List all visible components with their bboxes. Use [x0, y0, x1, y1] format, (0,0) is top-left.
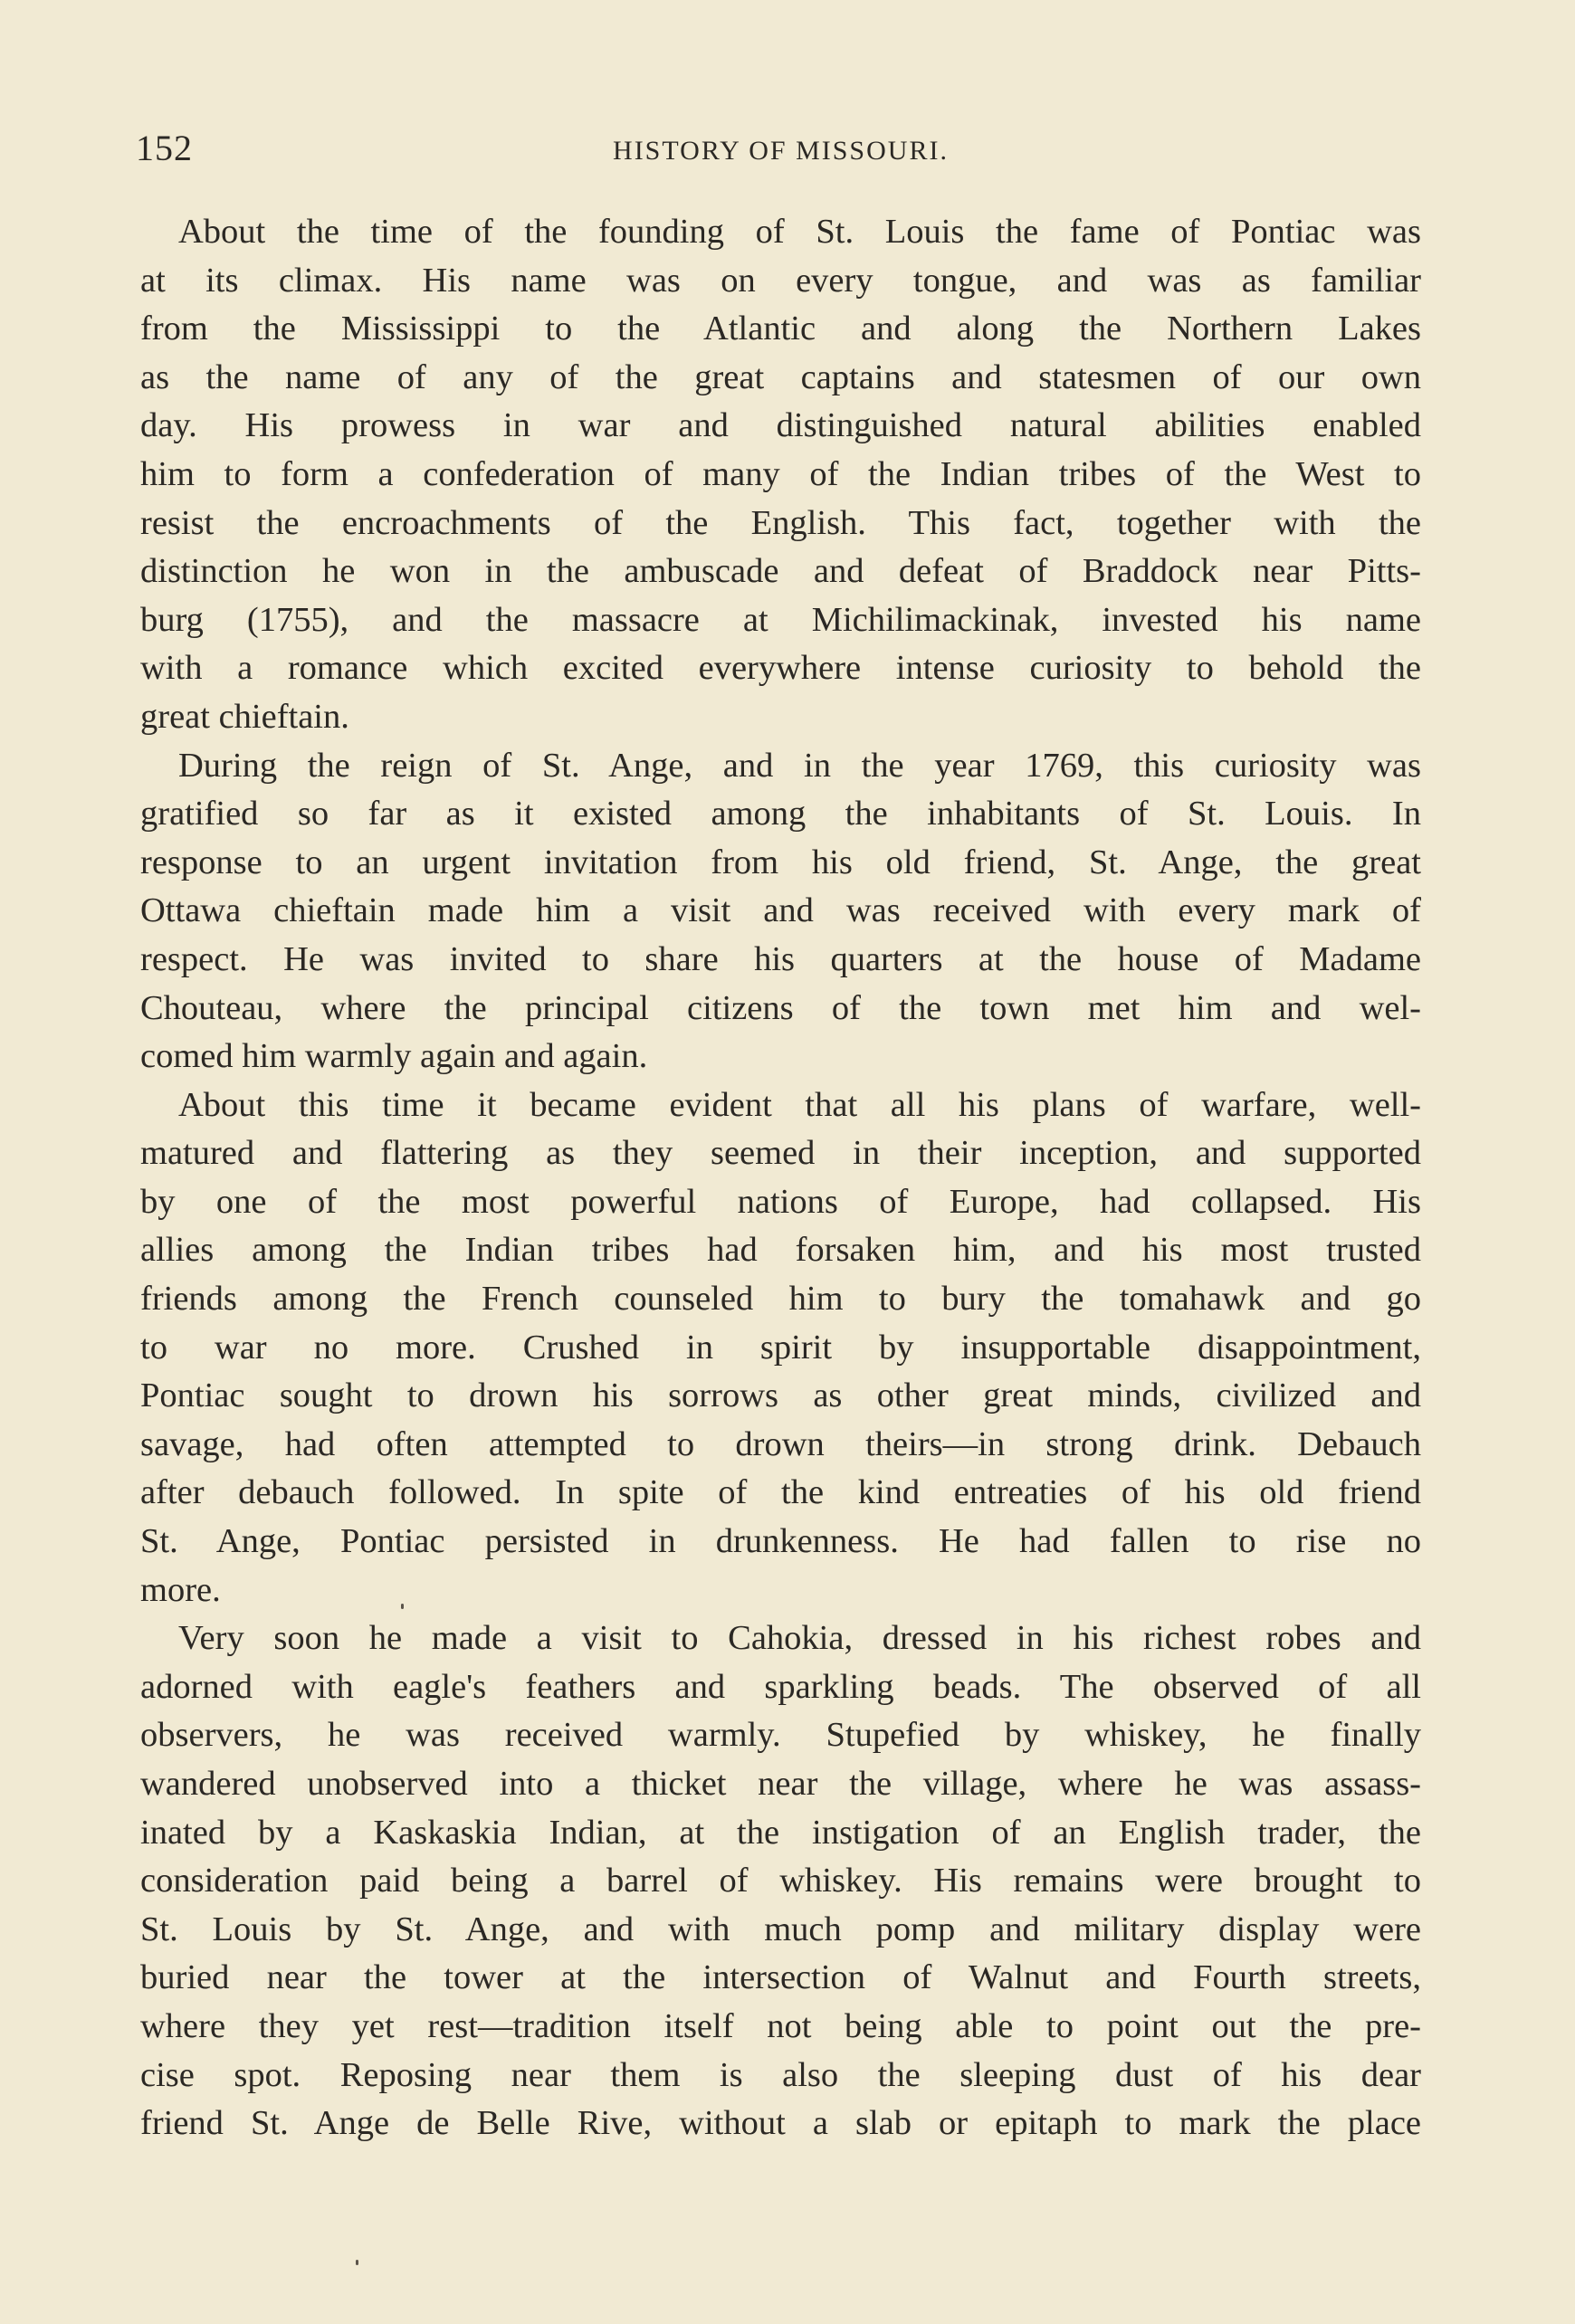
text-line: respect. He was invited to share his quarters at the house of Madame [140, 939, 1421, 978]
text-line: Ottawa chieftain made him a visit and was received with every mark of [140, 891, 1421, 930]
text-line: cise spot. Reposing near them is also the sleeping dust of his dear [140, 2055, 1421, 2094]
text-line: after debauch followed. In spite of the kind entreaties of his old friend [140, 1473, 1421, 1512]
paragraph [140, 742, 1421, 1081]
text-line: day. His prowess in war and distinguished natural abilities enabled [140, 406, 1421, 445]
text-line: gratified so far as it existed among the inhabitants of St. Louis. In [140, 795, 1421, 833]
text-line: great chieftain. [140, 697, 349, 736]
text-line: inated by a Kaskaskia Indian, at the instigation of an English trader, the [140, 1813, 1421, 1852]
text-line: to war no more. Crushed in spirit by insupportable disappointment, [140, 1328, 1421, 1367]
text-line: allies among the Indian tribes had forsaken him, and his most trusted [140, 1231, 1421, 1270]
text-line: About this time it became evident that all his plans of warfare, well- [178, 1085, 1421, 1124]
text-line: comed him warmly again and again. [140, 1037, 648, 1076]
paragraph [140, 208, 1421, 742]
text-line: burg (1755), and the massacre at Michilimackinak, invested his name [140, 600, 1421, 639]
text-line: buried near the tower at the intersection of Walnut and Fourth streets, [140, 1958, 1421, 1997]
page-number: 152 [136, 128, 193, 168]
text-line: About the time of the founding of St. Louis the fame of Pontiac was [178, 213, 1421, 251]
text-line: response to an urgent invitation from his old friend, St. Ange, the great [140, 843, 1421, 881]
text-line: Pontiac sought to drown his sorrows as other great minds, civilized and [140, 1376, 1421, 1415]
text-line: more. [140, 1570, 221, 1609]
text-line: wandered unobserved into a thicket near the village, where he was assass- [140, 1765, 1421, 1803]
text-line: consideration paid being a barrel of whiskey. His remains were brought to [140, 1862, 1421, 1900]
print-speck [356, 2260, 358, 2265]
text-line: at its climax. His name was on every tongue, and was as familiar [140, 261, 1421, 300]
text-line: St. Ange, Pontiac persisted in drunkenness. He had fallen to rise no [140, 1522, 1421, 1561]
body-text [140, 208, 1421, 2148]
text-line: observers, he was received warmly. Stupefied by whiskey, he finally [140, 1716, 1421, 1755]
text-line: adorned with eagle's feathers and sparkling beads. The observed of all [140, 1667, 1421, 1706]
text-line: resist the encroachments of the English. This fact, together with the [140, 503, 1421, 542]
text-line: by one of the most powerful nations of Europe, had collapsed. His [140, 1182, 1421, 1221]
text-line: where they yet rest—tradition itself not being able to point out the pre- [140, 2006, 1421, 2045]
running-head-title: HISTORY OF MISSOURI. [613, 136, 949, 166]
text-line: St. Louis by St. Ange, and with much pomp and military display were [140, 1910, 1421, 1948]
text-line: During the reign of St. Ange, and in the year 1769, this curiosity was [178, 746, 1421, 785]
text-line: from the Mississippi to the Atlantic and along the Northern Lakes [140, 310, 1421, 348]
text-line: Chouteau, where the principal citizens of the town met him and wel- [140, 988, 1421, 1027]
paragraph [140, 1614, 1421, 2148]
text-line: him to form a confederation of many of the Indian tribes of the West to [140, 454, 1421, 493]
text-line: as the name of any of the great captains and statesmen of our own [140, 357, 1421, 396]
text-line: friend St. Ange de Belle Rive, without a slab or epitaph to mark the place [140, 2104, 1421, 2143]
text-line: with a romance which excited everywhere intense curiosity to behold the [140, 649, 1421, 688]
text-line: matured and flattering as they seemed in their inception, and supported [140, 1134, 1421, 1173]
text-line: friends among the French counseled him to bury the tomahawk and go [140, 1280, 1421, 1319]
print-speck [401, 1604, 404, 1609]
paragraph [140, 1081, 1421, 1615]
text-line: Very soon he made a visit to Cahokia, dressed in his richest robes and [178, 1619, 1421, 1658]
text-line: savage, had often attempted to drown theirs—in strong drink. Debauch [140, 1424, 1421, 1463]
running-head [136, 127, 1426, 172]
text-line: distinction he won in the ambuscade and defeat of Braddock near Pitts- [140, 552, 1421, 591]
